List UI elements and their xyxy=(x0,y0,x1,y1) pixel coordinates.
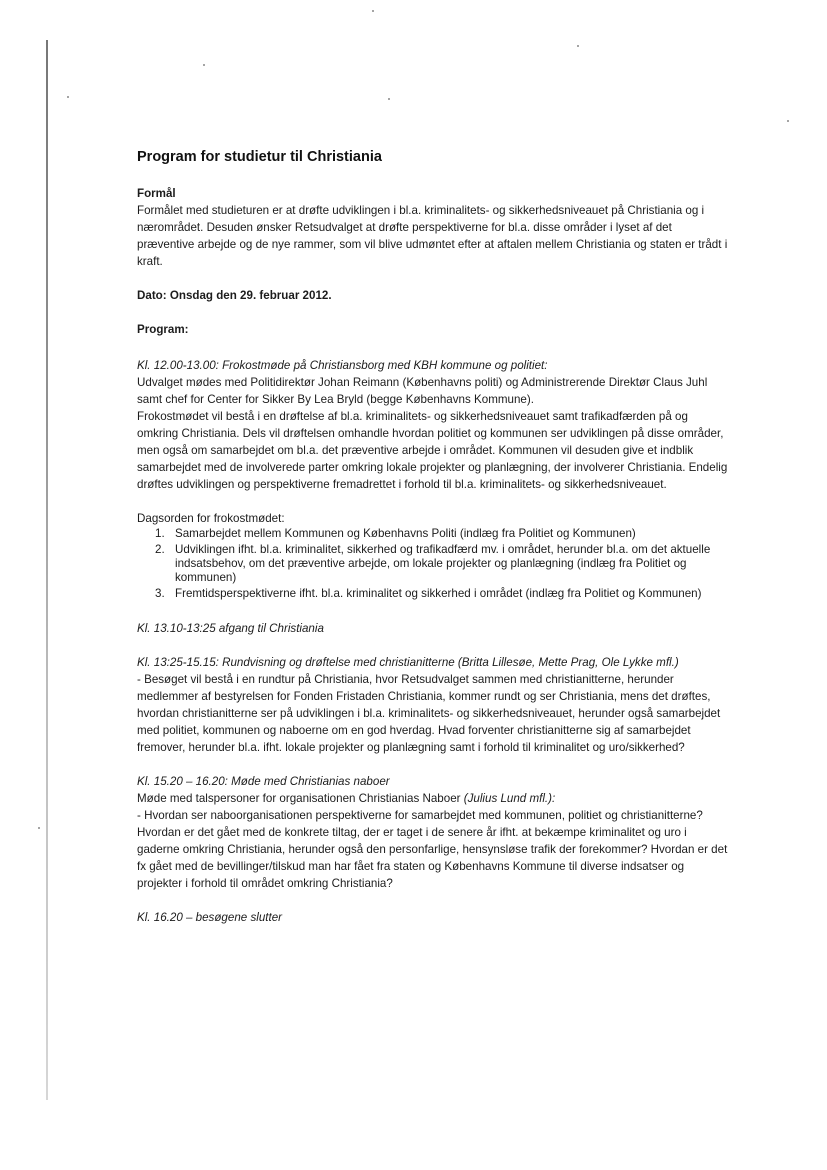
agenda-item xyxy=(155,543,732,585)
session-4-title: Kl. 15.20 – 16.20: Møde med Christianias naboer xyxy=(137,775,390,788)
session-4-intro xyxy=(137,790,732,807)
session-1-title: Kl. 12.00-13.00: Frokostmøde på Christiansborg med KBH kommune og politiet: xyxy=(137,359,548,372)
agenda-item xyxy=(155,527,732,541)
session-4-intro-text: Møde med talspersoner for organisationen Christianias Naboer xyxy=(137,792,464,805)
program-heading: Program: xyxy=(137,323,189,336)
session-2-title: Kl. 13.10-13:25 afgang til Christiania xyxy=(137,622,324,635)
agenda-item-number: 3. xyxy=(155,587,165,600)
purpose-text: Formålet med studieturen er at drøfte udviklingen i bl.a. kriminalitets- og sikkerhedsniveauet på Christiania og i nærområdet. Desuden ønsker Retsudvalget at drøfte perspektiverne for bl.a. disse områder i lyset af det præventive arbejde og de nye rammer, som vil blive udmøntet efter at aftalen mellem Christiania og staten er trådt i kraft. xyxy=(137,204,728,268)
purpose-heading: Formål xyxy=(137,187,176,200)
scan-speck xyxy=(203,64,205,66)
scan-speck xyxy=(67,96,69,98)
agenda-item-text: Samarbejdet mellem Kommunen og Københavns Politi (indlæg fra Politiet og Kommunen) xyxy=(175,527,636,540)
scan-speck xyxy=(787,120,789,122)
agenda-item-text: Fremtidsperspektiverne ifht. bl.a. kriminalitet og sikkerhed i området (indlæg fra Politiet og Kommunen) xyxy=(175,587,702,600)
agenda-item-text: Udviklingen ifht. bl.a. kriminalitet, sikkerhed og trafikadfærd mv. i området, herunder bl.a. om det aktuelle indsatsbehov, om det præventive arbejde, om lokale projekter og planlægning (indlæg fra Politiet og kommunen) xyxy=(175,543,711,584)
date-line: Dato: Onsdag den 29. februar 2012. xyxy=(137,289,332,302)
agenda-heading: Dagsorden for frokostmødet: xyxy=(137,512,285,525)
agenda-item-number: 1. xyxy=(155,527,165,540)
session-3-title: Kl. 13:25-15.15: Rundvisning og drøftelse med christianitterne (Britta Lillesøe, Mette Prag, Ole Lykke mfl.) xyxy=(137,656,679,669)
session-1-participants: Udvalget mødes med Politidirektør Johan Reimann (Københavns politi) og Administrerende Direktør Claus Juhl samt chef for Center for Sikker By Lea Bryld (begge Københavns Kommune). xyxy=(137,376,708,406)
scan-speck xyxy=(577,45,579,47)
scan-speck xyxy=(38,827,40,829)
scan-speck xyxy=(372,10,374,12)
document-title: Program for studietur til Christiania xyxy=(137,149,382,165)
session-1-description: Frokostmødet vil bestå i en drøftelse af bl.a. kriminalitets- og sikkerhedsniveauet samt trafikadfærden på og omkring Christiania. Dels vil drøftelsen omhandle hvordan politiet og kommunen ser udviklingen på disse områder, men også om samarbejdet om bl.a. det præventive arbejde i området. Kommunen vil desuden give et indblik samarbejdet med de involverede parter omkring lokale projekter og planlægning, der involverer Christiania. Endelig drøftes udviklingen og perspektiverne fremadrettet i forhold til bl.a. kriminalitets- og sikkerhedsniveauet. xyxy=(137,410,728,491)
session-4-intro-participants: (Julius Lund mfl.): xyxy=(463,792,556,805)
session-3-description: - Besøget vil bestå i en rundtur på Christiania, hvor Retsudvalget sammen med christianitterne, herunder medlemmer af bestyrelsen for Fonden Fristaden Christiania, kommer rundt og ser Christiania, mens det drøftes, hvordan christianitterne ser på udviklingen i bl.a. kriminalitets- og sikkerhedsniveauet, herunder også samarbejdet med politiet, kommunen og naboerne om en god hverdag. Hvad forventer christianitterne sig af samarbejdet fremover, herunder bl.a. ifht. lokale projekter og planlægning samt i forhold til kriminalitet og uro/sikkerhed? xyxy=(137,673,721,754)
agenda-item-number: 2. xyxy=(155,543,165,556)
agenda-list xyxy=(137,527,732,601)
scan-speck xyxy=(388,98,390,100)
scan-margin-line xyxy=(46,40,48,1100)
agenda-item xyxy=(155,587,732,601)
session-4-description: - Hvordan ser naboorganisationen perspektiverne for samarbejdet med kommunen, politiet og christianitterne? Hvordan er det gået med de konkrete tiltag, der er taget i de senere år ifht. at bekæmpe kriminalitet og uro i gaderne omkring Christiania, herunder også den personfarlige, hensynsløse trafik der forekommer? Hvordan er det fx gået med de bevillinger/tilskud man har fået fra staten og Københavns Kommune til diverse indsatser og projekter i forhold til området omkring Christiania? xyxy=(137,809,728,890)
session-5-title: Kl. 16.20 – besøgene slutter xyxy=(137,911,283,924)
document-body xyxy=(137,148,732,926)
